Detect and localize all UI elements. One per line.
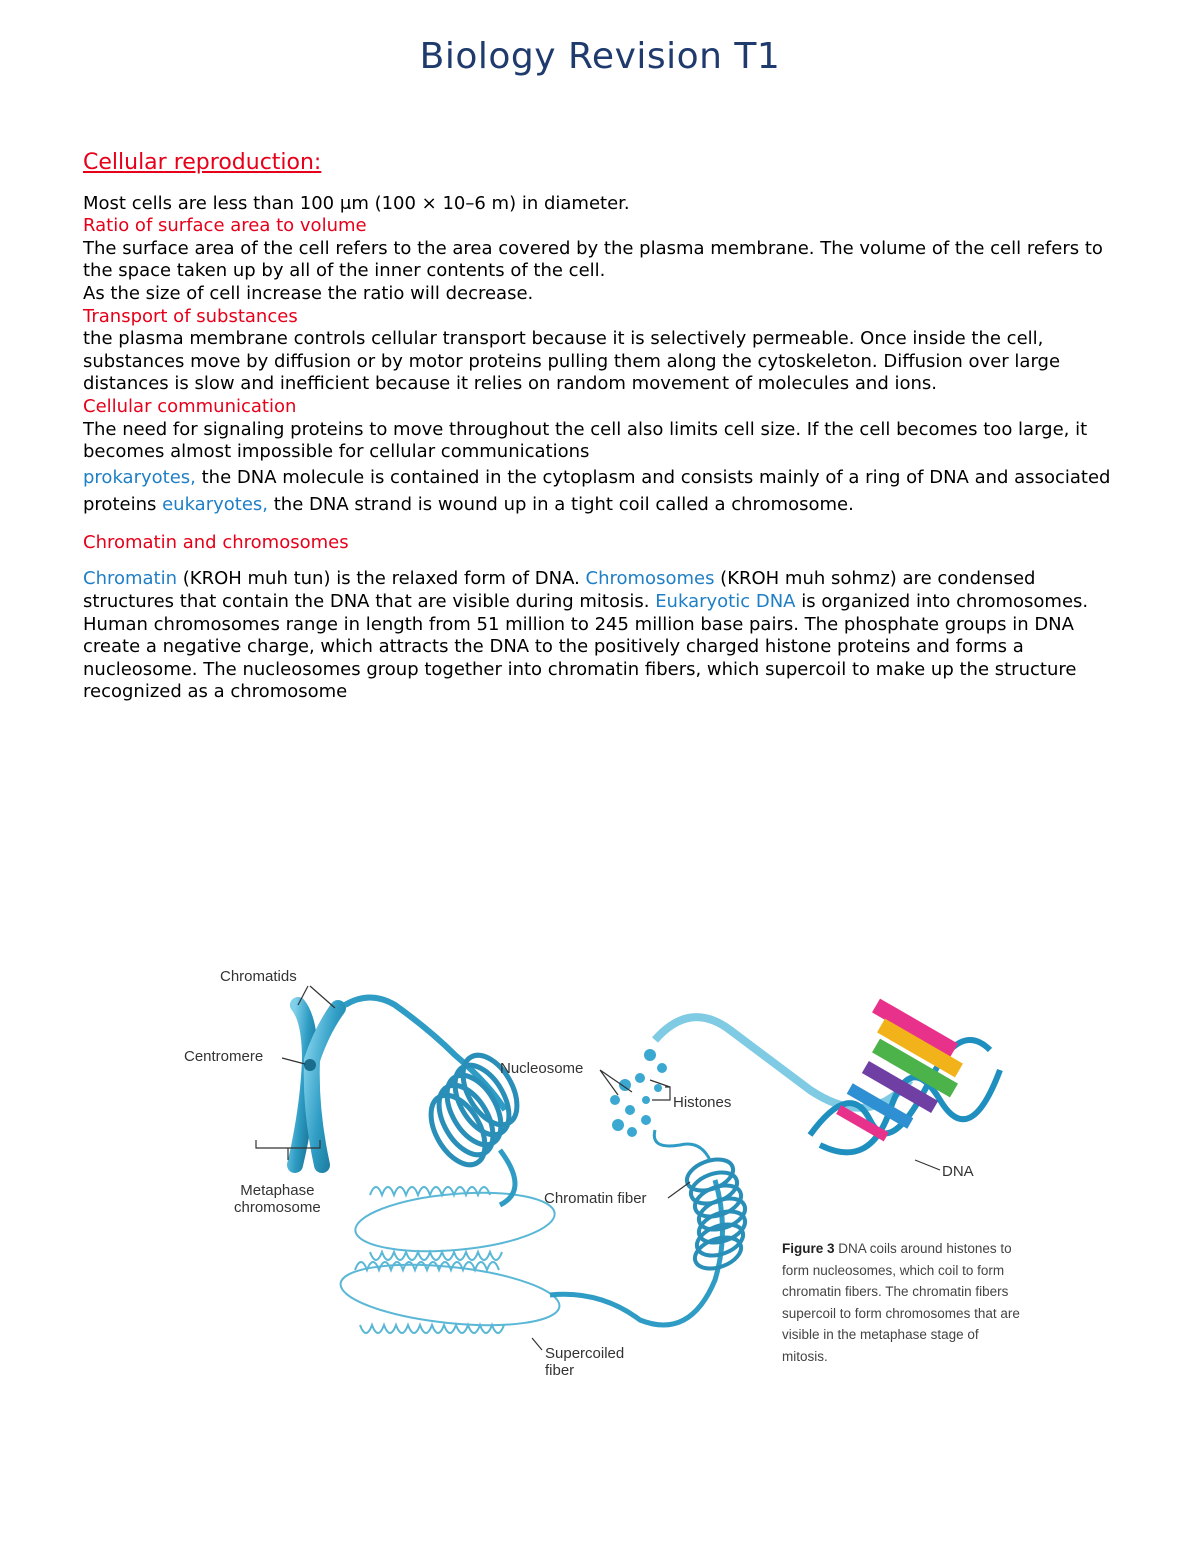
- paragraph-cell-size: Most cells are less than 100 μm (100 × 10–6 m) in diameter.: [83, 192, 630, 214]
- document-body: [83, 152, 1123, 704]
- subheading-ratio: Ratio of surface area to volume: [83, 215, 367, 237]
- subheading-chromatin: Chromatin and chromosomes: [83, 531, 349, 553]
- prokaryotes-text: the DNA molecule is contained in the cytoplasm and consists mainly of a ring of DNA and associated proteins: [83, 466, 1111, 515]
- term-chromatin: Chromatin: [83, 568, 178, 590]
- caption-figure-number: Figure 3: [782, 1241, 835, 1256]
- caption-text: DNA coils around histones to form nucleosomes, which coil to form chromatin fibers. The chromatin fibers supercoil to form chromosomes that are visible in the metaphase stage of mitosis.: [782, 1241, 1020, 1364]
- fiber-strand: [654, 1130, 710, 1160]
- paragraph-ratio: As the size of cell increase the ratio will decrease.: [83, 282, 534, 304]
- chromosomes-text: (KROH muh sohmz) are condensed structures that contain the DNA that are visible during mitosis.: [83, 568, 1036, 612]
- figure-caption: [782, 1238, 1022, 1367]
- term-eukaryotic-dna: Eukaryotic DNA: [655, 590, 796, 612]
- metaphase-chromosome-shape: [295, 1005, 338, 1165]
- page-title: Biology Revision T1: [419, 36, 781, 77]
- supercoiled-loops: [338, 1185, 563, 1334]
- term-eukaryotes: eukaryotes,: [162, 493, 269, 515]
- term-prokaryotes: prokaryotes,: [83, 466, 196, 488]
- nucleosome-beads: [610, 1049, 667, 1137]
- label-supercoiled-fiber: Supercoiled fiber: [545, 1345, 625, 1379]
- label-chromatids: Chromatids: [220, 968, 297, 985]
- subheading-communication: Cellular communication: [83, 395, 297, 417]
- label-centromere: Centromere: [184, 1048, 264, 1065]
- chromatin-text: (KROH muh tun) is the relaxed form of DNA.: [177, 568, 586, 590]
- paragraph-transport: the plasma membrane controls cellular transport because it is selectively permeable. Once inside the cell, substances move by diffusion or by motor proteins pulling them along the cytoskeleton. Diffusion over large distances is slow and inefficient because it relies on random movement of molecules and ions.: [83, 328, 1061, 395]
- subheading-transport: Transport of substances: [83, 305, 298, 327]
- paragraph-surface-area: The surface area of the cell refers to the area covered by the plasma membrane. The volume of the cell refers to the space taken up by all of the inner contents of the cell.: [83, 237, 1103, 282]
- paragraph-prokaryotes: [83, 464, 1123, 518]
- dna-figure: [170, 960, 1050, 1400]
- eukaryotic-dna-text: is organized into chromosomes. Human chromosomes range in length from 51 million to 245 million base pairs. The phosphate groups in DNA create a negative charge, which attracts the DNA to the positively charged histone proteins and forms a nucleosome. The nucleosomes group together into chromatin fibers, which supercoil to make up the structure recognized as a chromosome: [83, 590, 1089, 703]
- paragraph-chromatin: [83, 568, 1123, 704]
- label-dna: DNA: [942, 1163, 974, 1180]
- term-chromosomes: Chromosomes: [585, 568, 715, 590]
- section-heading: Cellular reproduction:: [83, 150, 322, 175]
- label-nucleosome: Nucleosome: [500, 1060, 584, 1077]
- label-histones: Histones: [673, 1094, 732, 1111]
- label-metaphase-chromosome: Metaphase chromosome: [234, 1182, 321, 1216]
- chromatin-fiber-coil: [683, 1154, 750, 1275]
- label-chromatin-fiber: Chromatin fiber: [544, 1190, 647, 1207]
- dna-helix: [810, 999, 1000, 1153]
- paragraph-communication: The need for signaling proteins to move throughout the cell also limits cell size. If the cell becomes too large, it becomes almost impossible for cellular communications: [83, 418, 1088, 463]
- eukaryotes-text: the DNA strand is wound up in a tight coil called a chromosome.: [268, 493, 854, 515]
